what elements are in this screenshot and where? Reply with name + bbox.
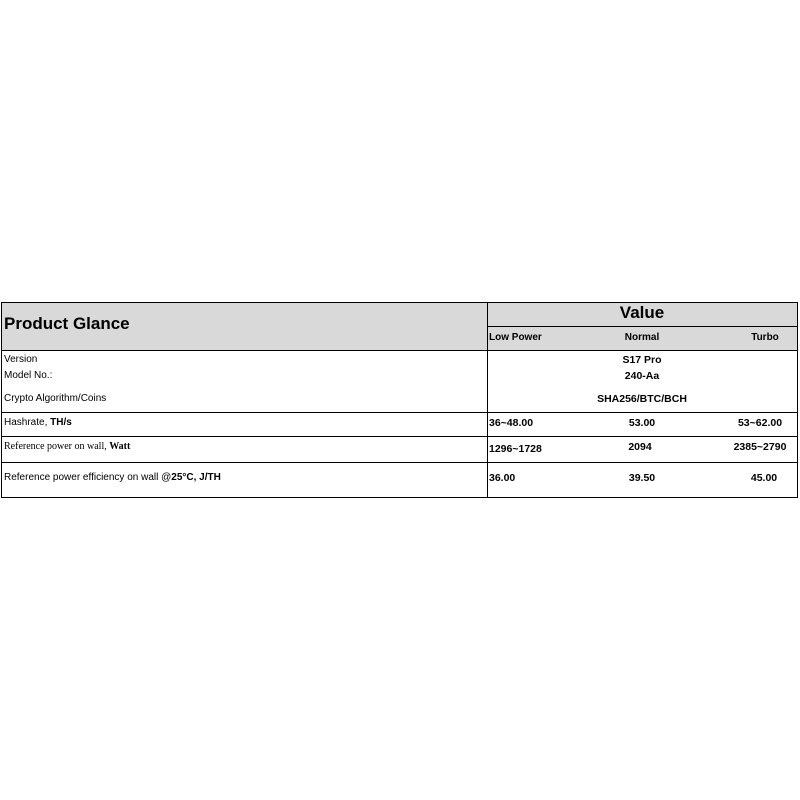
- mode-low-power: Low Power: [489, 332, 542, 343]
- hashrate-normal: 53.00: [628, 417, 656, 429]
- product-glance-table: [1, 302, 798, 498]
- column-divider: [487, 303, 488, 497]
- value-header-divider: [487, 326, 797, 327]
- row-divider: [2, 462, 797, 463]
- header-bottom-divider: [2, 350, 797, 351]
- hashrate-label: Hashrate, TH/s: [4, 417, 72, 428]
- algorithm-value: SHA256/BTC/BCH: [597, 393, 687, 405]
- table-title: Product Glance: [4, 314, 130, 333]
- power-turbo: 2385~2790: [733, 441, 787, 453]
- efficiency-turbo: 45.00: [750, 472, 778, 484]
- model-label: Model No.:: [4, 370, 53, 381]
- power-low-power: 1296~1728: [489, 443, 542, 455]
- power-normal: 2094: [628, 441, 652, 453]
- hashrate-turbo: 53~62.00: [737, 417, 783, 429]
- algorithm-label: Crypto Algorithm/Coins: [4, 393, 107, 404]
- value-header: Value: [619, 303, 665, 322]
- version-value: S17 Pro: [622, 354, 662, 366]
- row-divider: [2, 412, 797, 413]
- mode-turbo: Turbo: [751, 332, 779, 343]
- power-label: Reference power on wall, Watt: [4, 441, 131, 452]
- model-value: 240-Aa: [624, 370, 660, 382]
- row-divider: [2, 436, 797, 437]
- efficiency-normal: 39.50: [628, 472, 656, 484]
- version-label: Version: [4, 354, 38, 365]
- hashrate-low-power: 36~48.00: [489, 417, 534, 429]
- efficiency-low-power: 36.00: [489, 472, 516, 484]
- mode-normal: Normal: [624, 332, 660, 343]
- efficiency-label: Reference power efficiency on wall @25°C, J/TH: [4, 472, 221, 483]
